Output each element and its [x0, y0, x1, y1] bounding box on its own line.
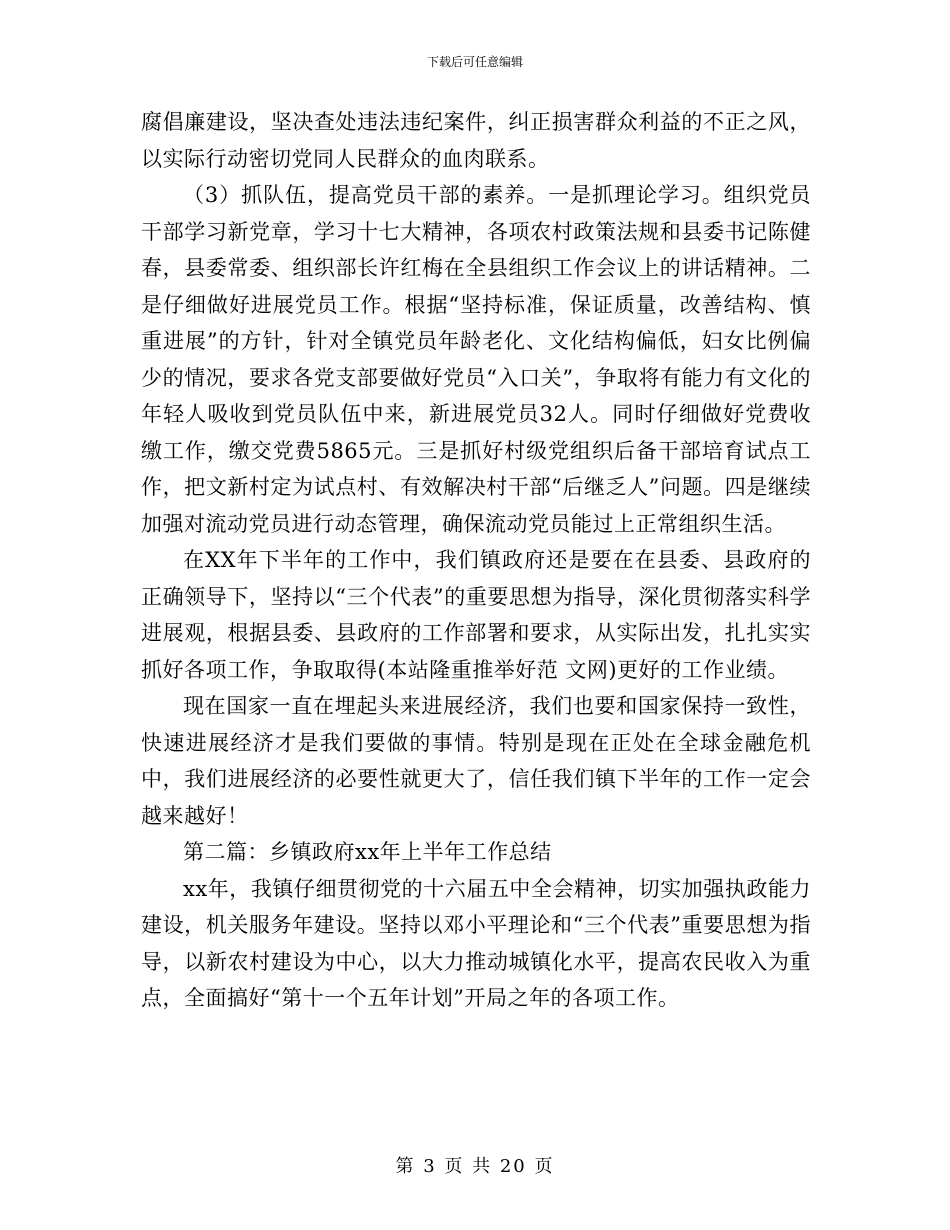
page-header-note: 下载后可任意编辑 [426, 55, 523, 69]
document-body [141, 104, 811, 1017]
paragraph-economy: 现在国家一直在埋起头来进展经济，我们也要和国家保持一致性，快速进展经济才是我们要做的事情。特别是现在正处在全球金融危机中，我们进展经济的必要性就更大了，信任我们镇下半年的工作一定会越来越好！ [141, 694, 811, 828]
paragraph-second-half-plan: 在XX年下半年的工作中，我们镇政府还是要在在县委、县政府的正确领导下，坚持以“三个代表”的重要思想为指导，深化贯彻落实科学进展观，根据县委、县政府的工作部署和要求，从实际出发，扎扎实实抓好各项工作，争取取得(本站隆重推举好范 文网)更好的工作业绩。 [141, 548, 811, 682]
section-heading: 第二篇：乡镇政府xx年上半年工作总结 [183, 840, 552, 864]
paragraph-continuation: 腐倡廉建设，坚决查处违法违纪案件，纠正损害群众利益的不正之风，以实际行动密切党同人民群众的血肉联系。 [141, 110, 811, 171]
paragraph-team-building: （3）抓队伍，提高党员干部的素养。一是抓理论学习。组织党员干部学习新党章，学习十七大精神，各项农村政策法规和县委书记陈健春，县委常委、组织部长许红梅在全县组织工作会议上的讲话精神。二是仔细做好进展党员工作。根据“坚持标准，保证质量，改善结构、慎重进展”的方针，针对全镇党员年龄老化、文化结构偏低，妇女比例偏少的情况，要求各党支部要做好党员“入口关”，争取将有能力有文化的年轻人吸收到党员队伍中来，新进展党员32人。同时仔细做好党费收缴工作，缴交党费5865元。三是抓好村级党组织后备干部培育试点工作，把文新村定为试点村、有效解决村干部“后继乏人”问题。四是继续加强对流动党员进行动态管理，确保流动党员能过上正常组织生活。 [141, 183, 811, 536]
page-number: 第 3 页 共 20 页 [395, 1156, 555, 1177]
paragraph-second-article-intro: xx年，我镇仔细贯彻党的十六届五中全会精神，切实加强执政能力建设，机关服务年建设。坚持以邓小平理论和“三个代表”重要思想为指导，以新农村建设为中心，以大力推动城镇化水平，提高农民收入为重点，全面搞好“第十一个五年计划”开局之年的各项工作。 [141, 876, 811, 1010]
